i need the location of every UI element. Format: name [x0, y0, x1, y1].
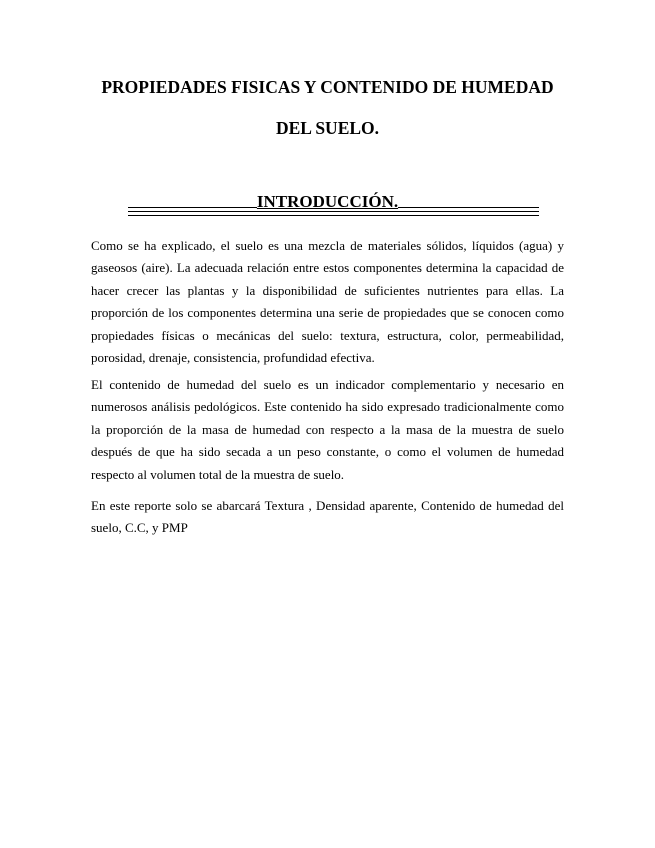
document-title-line-1: PROPIEDADES FISICAS Y CONTENIDO DE HUMEDAD — [101, 77, 554, 97]
heading-rule-bottom — [128, 215, 539, 216]
section-heading — [0, 192, 655, 212]
paragraph: Como se ha explicado, el suelo es una mezcla de materiales sólidos, líquidos (agua) y gaseosos (aire). La adecuada relación entre estos componentes determina la capacidad de hacer crecer las plantas y la disponibilidad de suficientes nutrientes para ellas. La proporción de los componentes determina una serie de propiedades que se conocen como propiedades físicas o mecánicas del suelo: textura, estructura, color, permeabilidad, porosidad, drenaje, consistencia, profundidad efectiva. — [91, 238, 564, 366]
document-title-line-2: DEL SUELO. — [275, 118, 380, 138]
paragraph: En este reporte solo se abarcará Textura , Densidad aparente, Contenido de humedad del suelo, C.C, y PMP — [91, 498, 564, 536]
section-heading-text: INTRODUCCIÓN. — [256, 192, 399, 211]
paragraph: El contenido de humedad del suelo es un indicador complementario y necesario en numerosos análisis pedológicos. Este contenido ha sido expresado tradicionalmente como la proporción de la masa de humedad con respecto a la masa de la muestra de suelo después de que ha sido secada a un peso constante, o como el volumen de humedad respecto al volumen total de la muestra de suelo. — [91, 377, 564, 482]
